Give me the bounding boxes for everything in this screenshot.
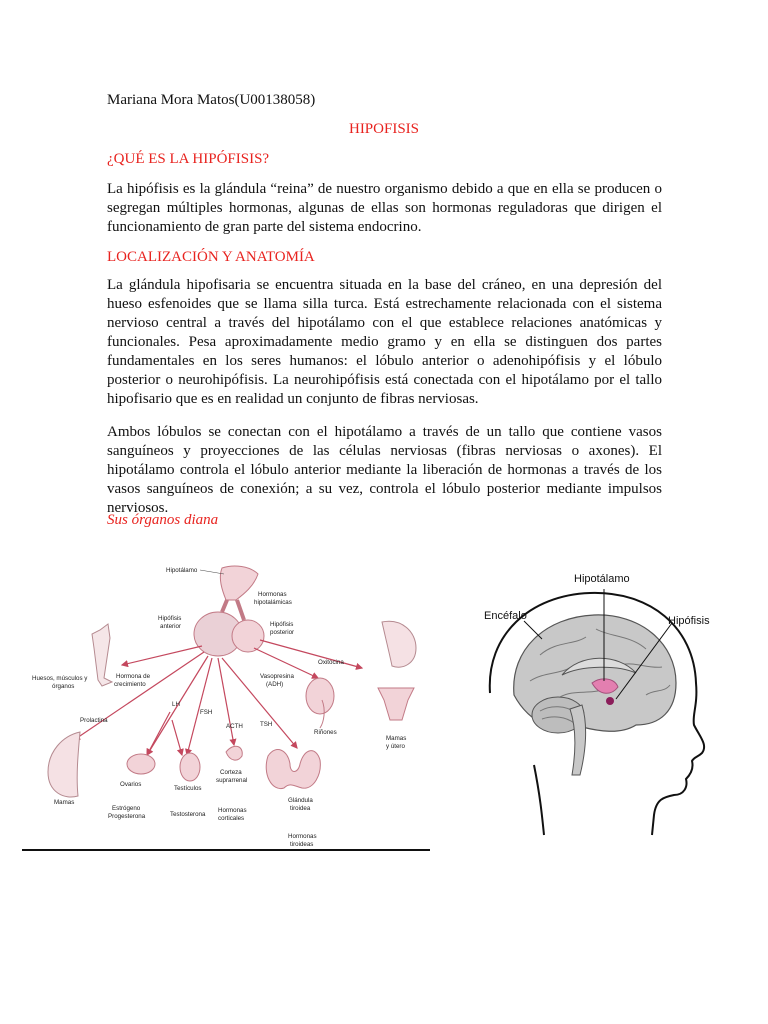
paragraph-localizacion-2: Ambos lóbulos se conectan con el hipotálamo a través de un tallo que contiene vasos sanguíneos y proyecciones de las células nerviosas (fibras nerviosas o axones). El hipotálamo controla el lóbulo anterior mediante la liberación de hormonas a través de los vasos sanguíneos de conexión; a su vez, controla el lóbulo posterior mediante impulsos nerviosos.	[107, 424, 662, 516]
label-vasopresina-2: (ADH)	[266, 681, 284, 688]
label-gh-2: crecimiento	[114, 681, 146, 688]
brain-label-hipotalamo: Hipotálamo	[574, 573, 630, 585]
label-estrogeno-1: Estrógeno	[112, 805, 141, 812]
target-organs-diagram	[22, 560, 432, 850]
section-heading-que-es: ¿QUÉ ES LA HIPÓFISIS?	[107, 151, 270, 167]
hypothalamus-shape	[220, 566, 258, 600]
label-lh: LH	[172, 701, 180, 708]
paragraph-que-es: La hipófisis es la glándula “reina” de nuestro organismo debido a que en ella se producen o segregan múltiples hormonas, algunas de ellas son hormonas reguladoras que dirigen el funcionamiento de gran parte del sistema endocrino.	[107, 181, 662, 235]
label-estrogeno-2: Progesterona	[108, 813, 146, 820]
label-tiroideas-2: tiroideas	[290, 841, 314, 848]
label-testosterona: Testosterona	[170, 811, 206, 818]
label-hipotalamo: Hipotálamo	[166, 567, 198, 574]
label-fsh: FSH	[200, 709, 213, 716]
figure-underline	[22, 849, 430, 851]
label-mamas: Mamas	[54, 799, 75, 806]
adrenal-shape	[226, 746, 242, 760]
label-hip-posterior-2: posterior	[270, 629, 295, 636]
brain-label-hipofisis: Hipófisis	[668, 615, 710, 627]
brain-label-encefalo: Encéfalo	[484, 610, 527, 622]
label-gh-1: Hormona de	[116, 673, 151, 680]
uterus-shape	[378, 688, 414, 720]
brainstem-shape	[570, 705, 586, 775]
label-acth: ACTH	[226, 723, 243, 730]
label-vasopresina-1: Vasopresina	[260, 673, 294, 680]
label-hip-anterior-1: Hipófisis	[158, 615, 182, 622]
label-testiculos: Testículos	[174, 785, 202, 792]
bone-shape	[92, 624, 112, 686]
label-ovarios: Ovarios	[120, 781, 142, 788]
label-hormonas-1: Hormonas	[258, 591, 287, 598]
testis-shape	[180, 753, 200, 781]
breast-left-shape	[48, 732, 80, 797]
label-corteza-1: Corteza	[220, 769, 242, 776]
label-rinones: Riñones	[314, 729, 337, 736]
label-hip-posterior-1: Hipófisis	[270, 621, 294, 628]
label-prolactina: Prolactina	[80, 717, 108, 724]
label-hip-anterior-2: anterior	[160, 623, 181, 630]
label-tiroidea-2: tiroidea	[290, 805, 311, 812]
paragraph-localizacion-1: La glándula hipofisaria se encuentra situada en la base del cráneo, en una depresión del hueso esfenoides que se llama silla turca. Está estrechamente relacionada con el sistema nervioso central a través del hipotálamo con el que establece relaciones anatómicas y funcionales. Pesa aproximadamente medio gramo y en ella se distinguen dos partes fundamentales en los seres humanos: el lóbulo anterior o adenohipófisis y el lóbulo posterior o neurohipófisis. La neurohipófisis está conectada con el hipotálamo por el tallo hipofisario que es en realidad un conjunto de fibras nerviosas.	[107, 277, 662, 407]
label-oxitocina: Oxitocina	[318, 659, 344, 666]
brain-diagram	[470, 565, 720, 840]
label-corticales-2: corticales	[218, 815, 245, 822]
breast-right-shape	[382, 621, 416, 667]
label-huesos-1: Huesos, músculos y	[32, 675, 88, 682]
thyroid-shape	[266, 750, 320, 789]
label-mamas-utero-2: y útero	[386, 743, 405, 750]
section-heading-localizacion: LOCALIZACIÓN Y ANATOMÍA	[107, 249, 315, 265]
pituitary-posterior-shape	[232, 620, 264, 652]
label-mamas-utero-1: Mamas	[386, 735, 407, 742]
ovary-shape	[127, 754, 155, 774]
label-corteza-2: suprarrenal	[216, 777, 248, 784]
label-tiroideas-1: Hormonas	[288, 833, 317, 840]
kidney-shape	[306, 678, 334, 728]
label-tiroidea-1: Glándula	[288, 797, 313, 804]
label-hormonas-2: hipotalámicas	[254, 599, 292, 606]
author-line: Mariana Mora Matos(U00138058)	[107, 92, 316, 108]
label-corticales-1: Hormonas	[218, 807, 247, 814]
label-huesos-2: órganos	[52, 683, 75, 690]
label-tsh: TSH	[260, 721, 273, 728]
section-heading-organos-diana: Sus órganos diana	[107, 512, 219, 528]
pituitary-highlight	[606, 697, 614, 705]
document-title: HIPOFISIS	[348, 121, 420, 137]
